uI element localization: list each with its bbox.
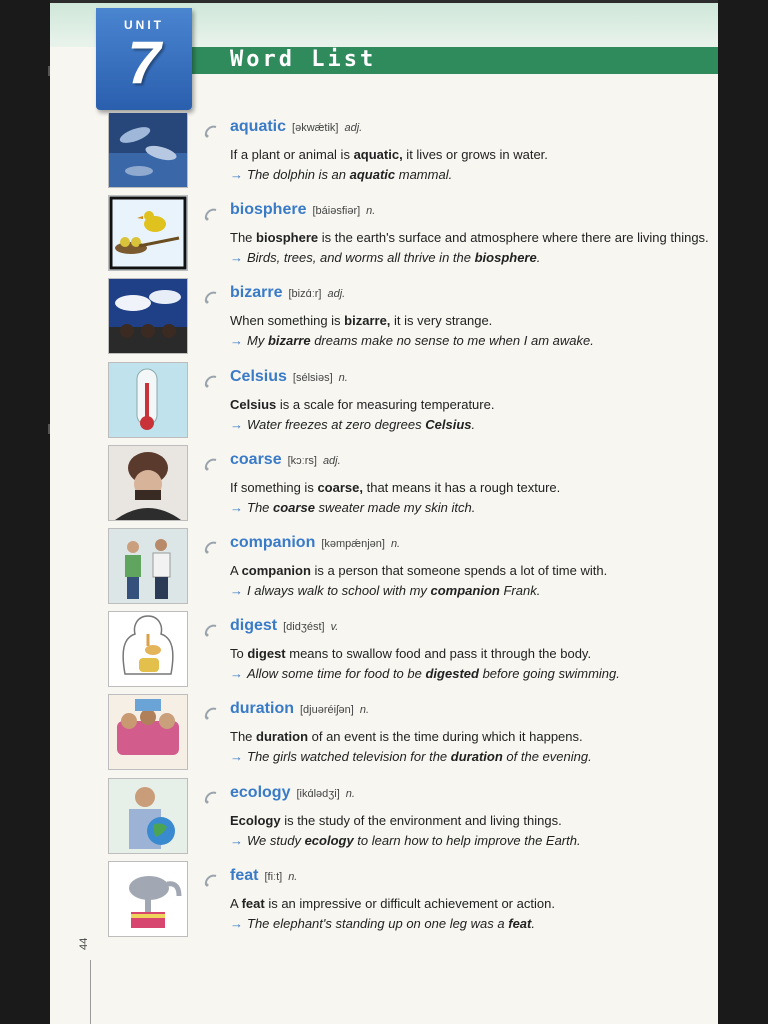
example-text: Birds, trees, and worms all thrive in the	[247, 250, 475, 265]
part-of-speech: n.	[359, 704, 370, 716]
example-text: We study	[247, 833, 305, 848]
pronunciation: [kɔːrs]	[287, 455, 317, 467]
part-of-speech: v.	[330, 621, 339, 633]
pronunciation: [əkwǽtik]	[292, 122, 339, 134]
two-friends-icon	[108, 528, 188, 604]
definition-text: When something is	[230, 313, 345, 328]
word-entry	[108, 859, 718, 942]
example-term: aquatic	[349, 167, 396, 182]
pronunciation: [djuəréiʃən]	[300, 704, 354, 716]
definition	[230, 896, 555, 911]
audio-icon[interactable]	[204, 790, 220, 804]
example-term: companion	[430, 583, 500, 598]
example-sentence	[230, 333, 594, 348]
definition-text: means to swallow food and pass it through the body.	[285, 646, 592, 661]
definition	[230, 563, 607, 578]
definition-text: If a plant or animal is	[230, 147, 354, 162]
arrow-icon: →	[230, 749, 243, 764]
word-entry	[108, 110, 718, 193]
definition-term: companion	[241, 563, 311, 578]
pronunciation: [ikɑ́lədʒi]	[296, 788, 340, 800]
example-sentence	[230, 417, 475, 432]
definition-text: it is very strange.	[390, 313, 493, 328]
part-of-speech: n.	[345, 788, 355, 800]
headword: biosphere	[230, 201, 307, 218]
man-with-globe-icon	[108, 778, 188, 854]
pronunciation: [kəmpǽnjən]	[321, 538, 385, 550]
example-term: ecology	[304, 833, 354, 848]
audio-icon[interactable]	[204, 207, 220, 221]
example-text: Water freezes at zero degrees	[247, 417, 426, 432]
part-of-speech: adj.	[344, 122, 363, 134]
example-text: mammal.	[395, 167, 453, 182]
arrow-icon: →	[230, 916, 243, 931]
headword-line	[230, 368, 348, 386]
example-term: feat	[508, 916, 532, 931]
binding-mark	[48, 424, 50, 434]
arrow-icon: →	[230, 583, 243, 598]
headword: digest	[230, 617, 278, 634]
headword-line	[230, 201, 375, 219]
definition-text: is a scale for measuring temperature.	[276, 397, 495, 412]
definition-text: The	[230, 230, 257, 245]
example-text: The dolphin is an	[247, 167, 350, 182]
part-of-speech: n.	[366, 205, 376, 217]
headword: coarse	[230, 451, 282, 468]
headword-line	[230, 118, 362, 136]
definition-text: If something is	[230, 480, 318, 495]
pronunciation: [sélsiəs]	[292, 372, 333, 384]
pronunciation: [báiəsfiər]	[312, 205, 361, 217]
example-sentence	[230, 916, 535, 931]
binding-mark	[48, 66, 50, 76]
definition	[230, 397, 494, 412]
word-entry	[108, 776, 718, 859]
example-sentence	[230, 500, 475, 515]
headword: companion	[230, 534, 316, 551]
definition	[230, 313, 492, 328]
definition-text: of an event is the time during which it happens.	[308, 729, 583, 744]
example-sentence	[230, 666, 620, 681]
audio-icon[interactable]	[204, 290, 220, 304]
page-title: Word List	[230, 47, 377, 72]
page-number-rule	[90, 960, 91, 1024]
headword: ecology	[230, 784, 291, 801]
example-term: biosphere	[474, 250, 537, 265]
headword: Celsius	[230, 368, 287, 385]
elephant-on-drum-icon	[108, 861, 188, 937]
word-entry	[108, 360, 718, 443]
headword-line	[230, 867, 297, 885]
word-entry	[108, 193, 718, 276]
definition-text: The	[230, 729, 257, 744]
audio-icon[interactable]	[204, 540, 220, 554]
definition-text: is an impressive or difficult achievement or action.	[264, 896, 555, 911]
example-text: .	[471, 417, 476, 432]
example-term: duration	[450, 749, 503, 764]
headword-line	[230, 284, 345, 302]
dolphins-icon	[108, 112, 188, 188]
surreal-sky-icon	[108, 278, 188, 354]
bird-nest-icon	[108, 195, 188, 271]
arrow-icon: →	[230, 666, 243, 681]
example-text: The girls watched television for the	[247, 749, 451, 764]
unit-badge	[96, 8, 192, 110]
arrow-icon: →	[230, 333, 243, 348]
girls-watching-tv-icon	[108, 694, 188, 770]
pronunciation: [bizɑ́ːr]	[288, 288, 322, 300]
example-text: The elephant's standing up on one leg was a	[247, 916, 509, 931]
audio-icon[interactable]	[204, 124, 220, 138]
definition-text: is the study of the environment and living things.	[280, 813, 562, 828]
example-term: Celsius	[425, 417, 472, 432]
pronunciation: [fiːt]	[264, 871, 283, 883]
definition-text: is the earth's surface and atmosphere where there are living things.	[318, 230, 709, 245]
audio-icon[interactable]	[204, 706, 220, 720]
definition-term: bizarre,	[344, 313, 391, 328]
audio-icon[interactable]	[204, 457, 220, 471]
headword-line	[230, 617, 338, 635]
arrow-icon: →	[230, 833, 243, 848]
definition-term: feat	[241, 896, 265, 911]
definition	[230, 147, 548, 162]
unit-label: UNIT	[124, 18, 164, 32]
example-sentence	[230, 583, 540, 598]
word-entry	[108, 443, 718, 526]
example-text: My	[247, 333, 268, 348]
definition	[230, 230, 709, 245]
headword: duration	[230, 700, 294, 717]
page-number: 44	[78, 937, 90, 950]
audio-icon[interactable]	[204, 873, 220, 887]
part-of-speech: adj.	[327, 288, 346, 300]
arrow-icon: →	[230, 250, 243, 265]
headword: bizarre	[230, 284, 283, 301]
arrow-icon: →	[230, 167, 243, 182]
example-term: digested	[425, 666, 479, 681]
definition	[230, 729, 583, 744]
example-text: of the evening.	[502, 749, 592, 764]
example-text: Allow some time for food to be	[247, 666, 426, 681]
definition-text: it lives or grows in water.	[402, 147, 548, 162]
headword-line	[230, 451, 341, 469]
definition-term: biosphere	[256, 230, 319, 245]
headword: aquatic	[230, 118, 287, 135]
definition-term: coarse,	[317, 480, 363, 495]
definition-term: aquatic,	[353, 147, 403, 162]
example-text: I always walk to school with my	[247, 583, 431, 598]
example-term: coarse	[273, 500, 315, 515]
definition	[230, 813, 562, 828]
part-of-speech: n.	[390, 538, 401, 550]
part-of-speech: adj.	[322, 455, 341, 467]
part-of-speech: n.	[338, 372, 348, 384]
example-sentence	[230, 167, 452, 182]
example-text: sweater made my skin itch.	[314, 500, 476, 515]
definition-text: To	[230, 646, 248, 661]
definition	[230, 646, 591, 661]
example-term: bizarre	[267, 333, 311, 348]
arrow-icon: →	[230, 500, 243, 515]
headword: feat	[230, 867, 259, 884]
example-text: dreams make no sense to me when I am awake.	[310, 333, 594, 348]
textbook-page	[50, 0, 718, 1024]
headword-line	[230, 784, 355, 802]
example-text: before going swimming.	[478, 666, 620, 681]
audio-icon[interactable]	[204, 623, 220, 637]
headword-line	[230, 534, 400, 552]
definition-text: A	[230, 896, 242, 911]
definition-term: duration	[256, 729, 309, 744]
word-entry	[108, 526, 718, 609]
arrow-icon: →	[230, 417, 243, 432]
definition-term: Celsius	[230, 397, 277, 412]
definition	[230, 480, 560, 495]
example-sentence	[230, 250, 540, 265]
example-text: to learn how to help improve the Earth.	[353, 833, 581, 848]
part-of-speech: n.	[288, 871, 298, 883]
example-text: The	[247, 500, 274, 515]
definition-term: Ecology	[230, 813, 281, 828]
example-sentence	[230, 749, 592, 764]
example-sentence	[230, 833, 581, 848]
digestive-system-icon	[108, 611, 188, 687]
word-entry	[108, 692, 718, 775]
example-text: .	[531, 916, 535, 931]
definition-term: digest	[247, 646, 286, 661]
definition-text: that means it has a rough texture.	[362, 480, 561, 495]
person-in-hat-icon	[108, 445, 188, 521]
word-entry	[108, 276, 718, 359]
headword-line	[230, 700, 369, 718]
definition-text: is a person that someone spends a lot of time with.	[310, 563, 608, 578]
unit-number: 7	[127, 29, 161, 96]
example-text: Frank.	[499, 583, 541, 598]
pronunciation: [didʒést]	[283, 621, 325, 633]
definition-text: A	[230, 563, 242, 578]
word-entry	[108, 609, 718, 692]
thermometer-icon	[108, 362, 188, 438]
example-text: .	[536, 250, 541, 265]
audio-icon[interactable]	[204, 374, 220, 388]
